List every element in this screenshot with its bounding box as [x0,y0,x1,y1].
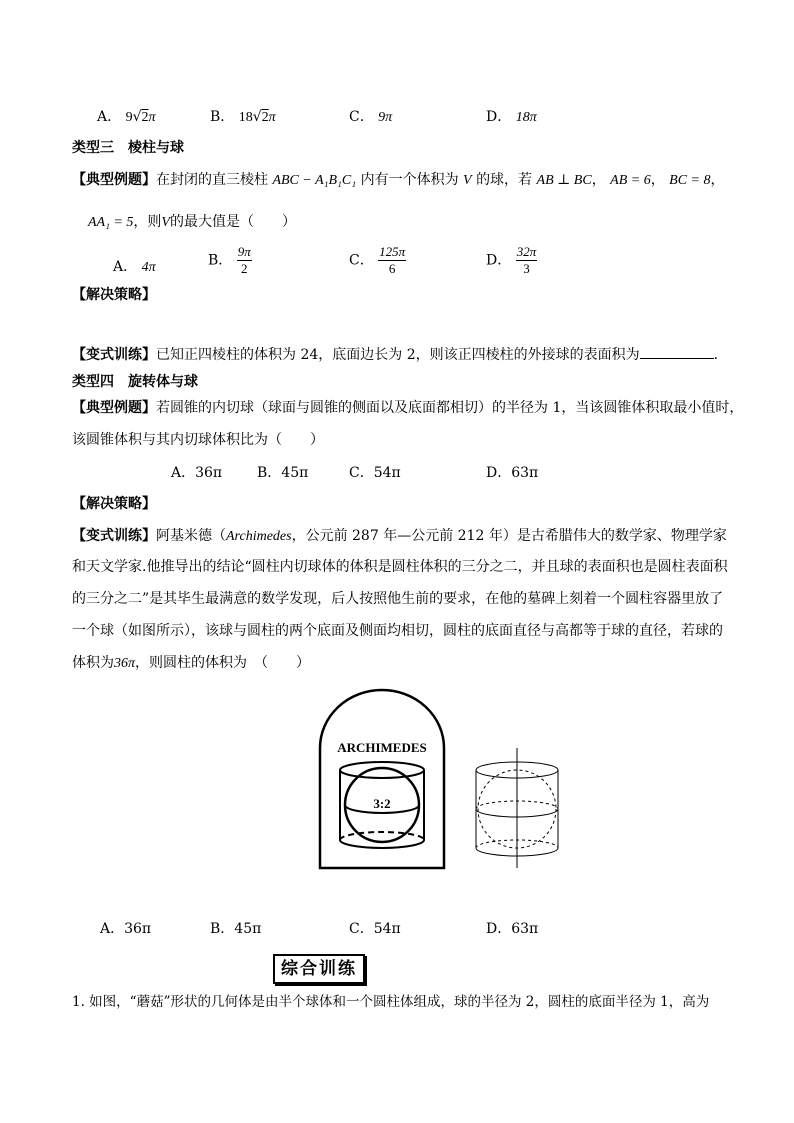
cylinder-top [340,762,424,778]
ratio-label: 3:2 [373,796,391,811]
comprehensive-title: 综合训练 [273,954,365,984]
type3-option-b: B． $\frac{9\pi}{2}$ [208,244,251,276]
type3-example-line1: 【典型例题】在封闭的直三棱柱 ABC − A₁B₁C₁ 内有一个体积为 V 的球，若 AB ⊥ BC， AB = 6， BC = 8， [72,172,725,188]
question-1-line: 1. 如图，“蘑菇”形状的几何体是由半个球体和一个圆柱体组成，球的半径为 2，圆柱的底面半径为 1，高为 [72,994,710,1010]
archimedes-figure [300,688,570,873]
type4-strategy: 【解决策略】 [72,496,156,512]
type4-example-line2: 该圆锥体积与其内切球体积比为（ ） [72,432,324,448]
archimedes-option-a: A．36π [100,921,152,937]
type4-variant-line4: 一个球（如图所示），该球与圆柱的两个底面及侧面均相切，圆柱的底面直径与高都等于球的直径，若球的 [72,623,723,639]
tomb-title: ARCHIMEDES [337,740,427,755]
example-tag: 【典型例题】 [72,172,156,188]
archimedes-option-b: B．45π [210,921,262,937]
q0-option-a: A． 9√2π [97,109,156,125]
type3-option-a: A． 4π [113,259,156,275]
type4-option-b: B．45π [257,465,309,481]
type3-variant: 【变式训练】已知正四棱柱的体积为 24，底面边长为 2，则该正四棱柱的外接球的表面积为 . [72,344,718,365]
type3-option-d: D． $\frac{32\pi}{3}$ [486,244,537,276]
type4-option-c: C．54π [349,465,401,481]
type3-option-c: C． $\frac{125\pi}{6}$ [349,244,406,276]
type3-heading: 类型三 棱柱与球 [72,140,184,156]
type3-example-line2: AA₁ = 5，则V的最大值是（ ） [88,214,296,230]
cylinder-bottom-back [340,832,424,840]
type3-strategy: 【解决策略】 [72,287,156,303]
type4-example-line1: 【典型例题】若圆锥的内切球（球面与圆锥的侧面以及底面都相切）的半径为 1，当该圆锥体积取最小值时， [72,400,744,416]
answer-blank[interactable] [640,344,714,359]
type4-option-a: A．36π [171,465,223,481]
type4-variant-line5: 体积为36π，则圆柱的体积为 （ ） [72,655,311,671]
type4-heading: 类型四 旋转体与球 [72,374,198,390]
archimedes-option-d: D．63π [486,921,539,937]
type4-variant-line3: 的三分之二”是其毕生最满意的数学发现，后人按照他生前的要求，在他的墓碑上刻着一个圆柱容器里放了 [72,591,724,607]
type4-variant-line1: 【变式训练】阿基米德（Archimedes，公元前 287 年—公元前 212 年）是古希腊伟大的数学家、物理学家 [72,528,727,544]
q0-option-b: B． 18√2π [210,109,276,125]
q0-option-d: D． 18π [486,109,537,125]
type4-variant-line2: 和天文学家.他推导出的结论“圆柱内切球体的体积是圆柱体积的三分之二，并且球的表面积也是圆柱表面积 [72,559,728,575]
type4-option-d: D．63π [486,465,539,481]
q0-option-c: C． 9π [349,109,393,125]
archimedes-option-c: C．54π [349,921,401,937]
